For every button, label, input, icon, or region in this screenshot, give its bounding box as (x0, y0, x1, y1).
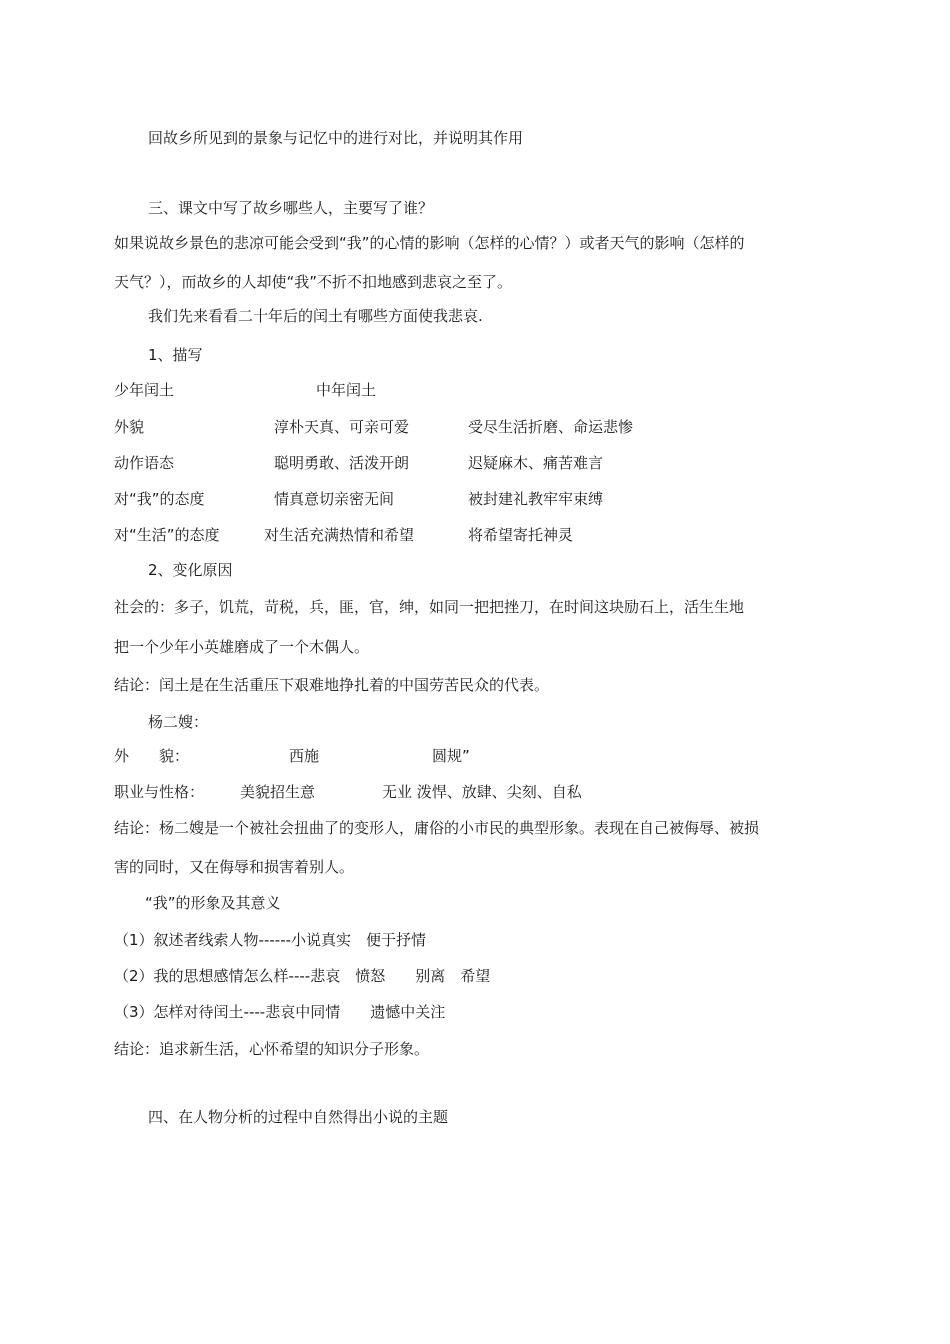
section4-heading: 四、在人物分析的过程中自然得出小说的主题 (148, 1108, 449, 1126)
row-label: 对“生活”的态度 (114, 526, 220, 544)
me-item: （3）怎样对待闰土----悲哀中同情 遗憾中关注 (114, 1003, 446, 1021)
me-item: （1）叙述者线索人物------小说真实 便于抒情 (114, 931, 427, 949)
cause-heading: 2、变化原因 (148, 561, 233, 579)
col-middle-header: 中年闰土 (316, 381, 377, 399)
intro-task-line: 回故乡所见到的景象与记忆中的进行对比，并说明其作用 (148, 129, 524, 147)
row-middle: 将希望寄托神灵 (468, 526, 574, 544)
me-conclusion: 结论：追求新生活，心怀希望的知识分子形象。 (114, 1040, 430, 1058)
yang-job-past: 美貌招生意 (240, 783, 316, 801)
row-label: 对“我”的态度 (114, 490, 205, 508)
yang-conclusion-line1: 结论：杨二嫂是一个被社会扭曲了的变形人，庸俗的小市民的典型形象。表现在自己被侮辱、被损 (114, 819, 760, 837)
me-item: （2）我的思想感情怎么样----悲哀 愤怒 别离 希望 (114, 967, 491, 985)
yang-job-label: 职业与性格： (114, 783, 205, 801)
runtu-intro: 我们先来看看二十年后的闰土有哪些方面使我悲哀. (148, 307, 483, 325)
row-label: 外貌 (114, 418, 145, 436)
yang-look-label: 外 貌： (114, 747, 190, 765)
section3-para-line2: 天气？），而故乡的人却使“我”不折不扣地感到悲哀之至了。 (114, 273, 513, 291)
row-young: 淳朴天真、可亲可爱 (274, 418, 410, 436)
yang-conclusion-line2: 害的同时，又在侮辱和损害着别人。 (114, 858, 355, 876)
row-middle: 被封建礼教牢牢束缚 (468, 490, 604, 508)
cause-line1: 社会的：多子，饥荒，苛税，兵，匪，官，绅，如同一把把挫刀，在时间这块励石上，活生生地 (114, 598, 745, 616)
row-label: 动作语态 (114, 454, 175, 472)
yang-job-now: 无业 泼悍、放肆、尖刻、自私 (382, 783, 582, 801)
row-middle: 迟疑麻木、痛苦难言 (468, 454, 604, 472)
me-heading: “我”的形象及其意义 (145, 894, 281, 912)
yang-heading: 杨二嫂： (148, 713, 209, 731)
cause-line2: 把一个少年小英雄磨成了一个木偶人。 (114, 638, 370, 656)
yang-look-now: 圆规” (432, 747, 470, 765)
row-young: 聪明勇敢、活泼开朗 (274, 454, 410, 472)
runtu-conclusion: 结论：闰土是在生活重压下艰难地挣扎着的中国劳苦民众的代表。 (114, 676, 550, 694)
section3-heading: 三、课文中写了故乡哪些人，主要写了谁？ (148, 199, 434, 217)
row-young: 情真意切亲密无间 (274, 490, 395, 508)
col-young-header: 少年闰土 (114, 381, 175, 399)
row-middle: 受尽生活折磨、命运悲惨 (468, 418, 634, 436)
yang-look-past: 西施 (289, 747, 320, 765)
describe-heading: 1、描写 (148, 346, 203, 364)
section3-para-line1: 如果说故乡景色的悲凉可能会受到“我”的心情的影响（怎样的心情？）或者天气的影响（怎样的 (114, 234, 745, 252)
row-young: 对生活充满热情和希望 (264, 526, 415, 544)
